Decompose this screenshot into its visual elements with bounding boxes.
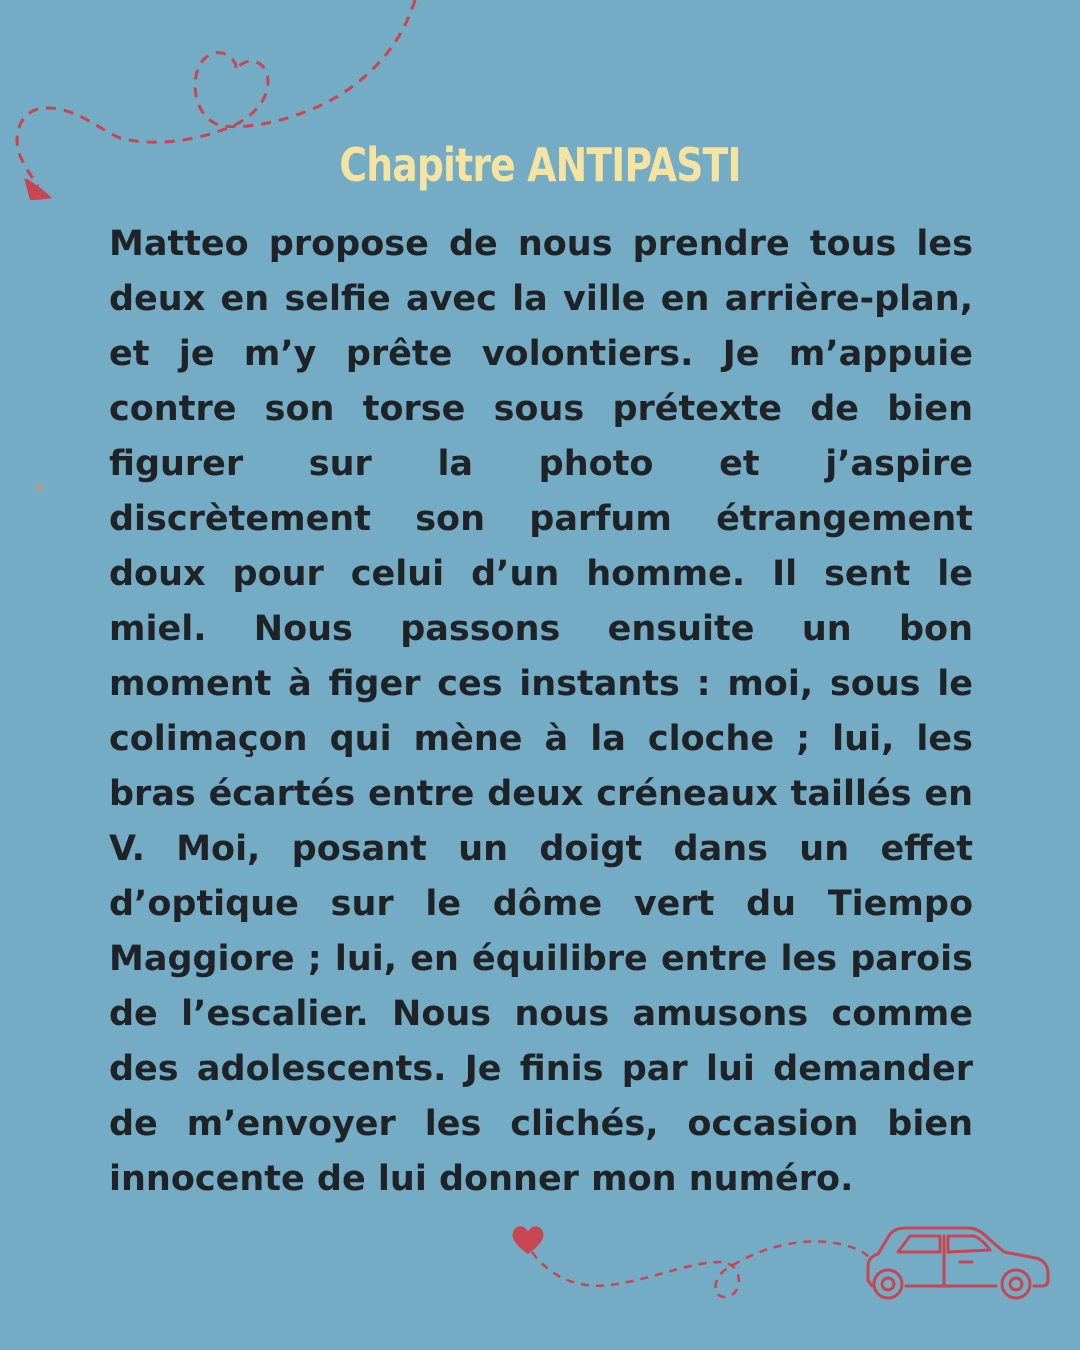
paragraph-line: colimaçon qui mène à la cloche ; lui, les (109, 719, 973, 759)
paragraph-line: et je m’y prête volontiers. Je m’appuie (109, 334, 973, 374)
paragraph-line: Matteo propose de nous prendre tous les (109, 224, 973, 264)
paragraph-line: deux en selfie avec la ville en arrière-plan, (109, 279, 973, 319)
paragraph-line: de m’envoyer les clichés, occasion bien (109, 1104, 973, 1144)
paragraph-line: miel. Nous passons ensuite un bon (109, 609, 973, 649)
paragraph-line: V. Moi, posant un doigt dans un effet (109, 829, 973, 869)
paragraph-line: doux pour celui d’un homme. Il sent le (109, 554, 973, 594)
paragraph-line: des adolescents. Je finis par lui demander (109, 1049, 973, 1089)
paragraph-line: Maggiore ; lui, en équilibre entre les parois (109, 939, 973, 979)
car-icon (860, 1222, 1056, 1302)
paragraph-line: innocente de lui donner mon numéro. (109, 1159, 854, 1199)
heart-icon (510, 1224, 546, 1256)
paragraph-line: bras écartés entre deux créneaux taillés en (109, 774, 973, 814)
paragraph-line: moment à figer ces instants : moi, sous le (109, 664, 973, 704)
paragraph-line: de l’escalier. Nous nous amusons comme (109, 994, 973, 1034)
paragraph-line: d’optique sur le dôme vert du Tiempo (109, 884, 973, 924)
paragraph-line: discrètement son parfum étrangement (109, 499, 973, 539)
chapter-title: Chapitre ANTIPASTI (339, 138, 741, 192)
paragraph-line: figurer sur la photo et j’aspire (109, 444, 973, 484)
paragraph-line: contre son torse sous prétexte de bien (109, 389, 973, 429)
